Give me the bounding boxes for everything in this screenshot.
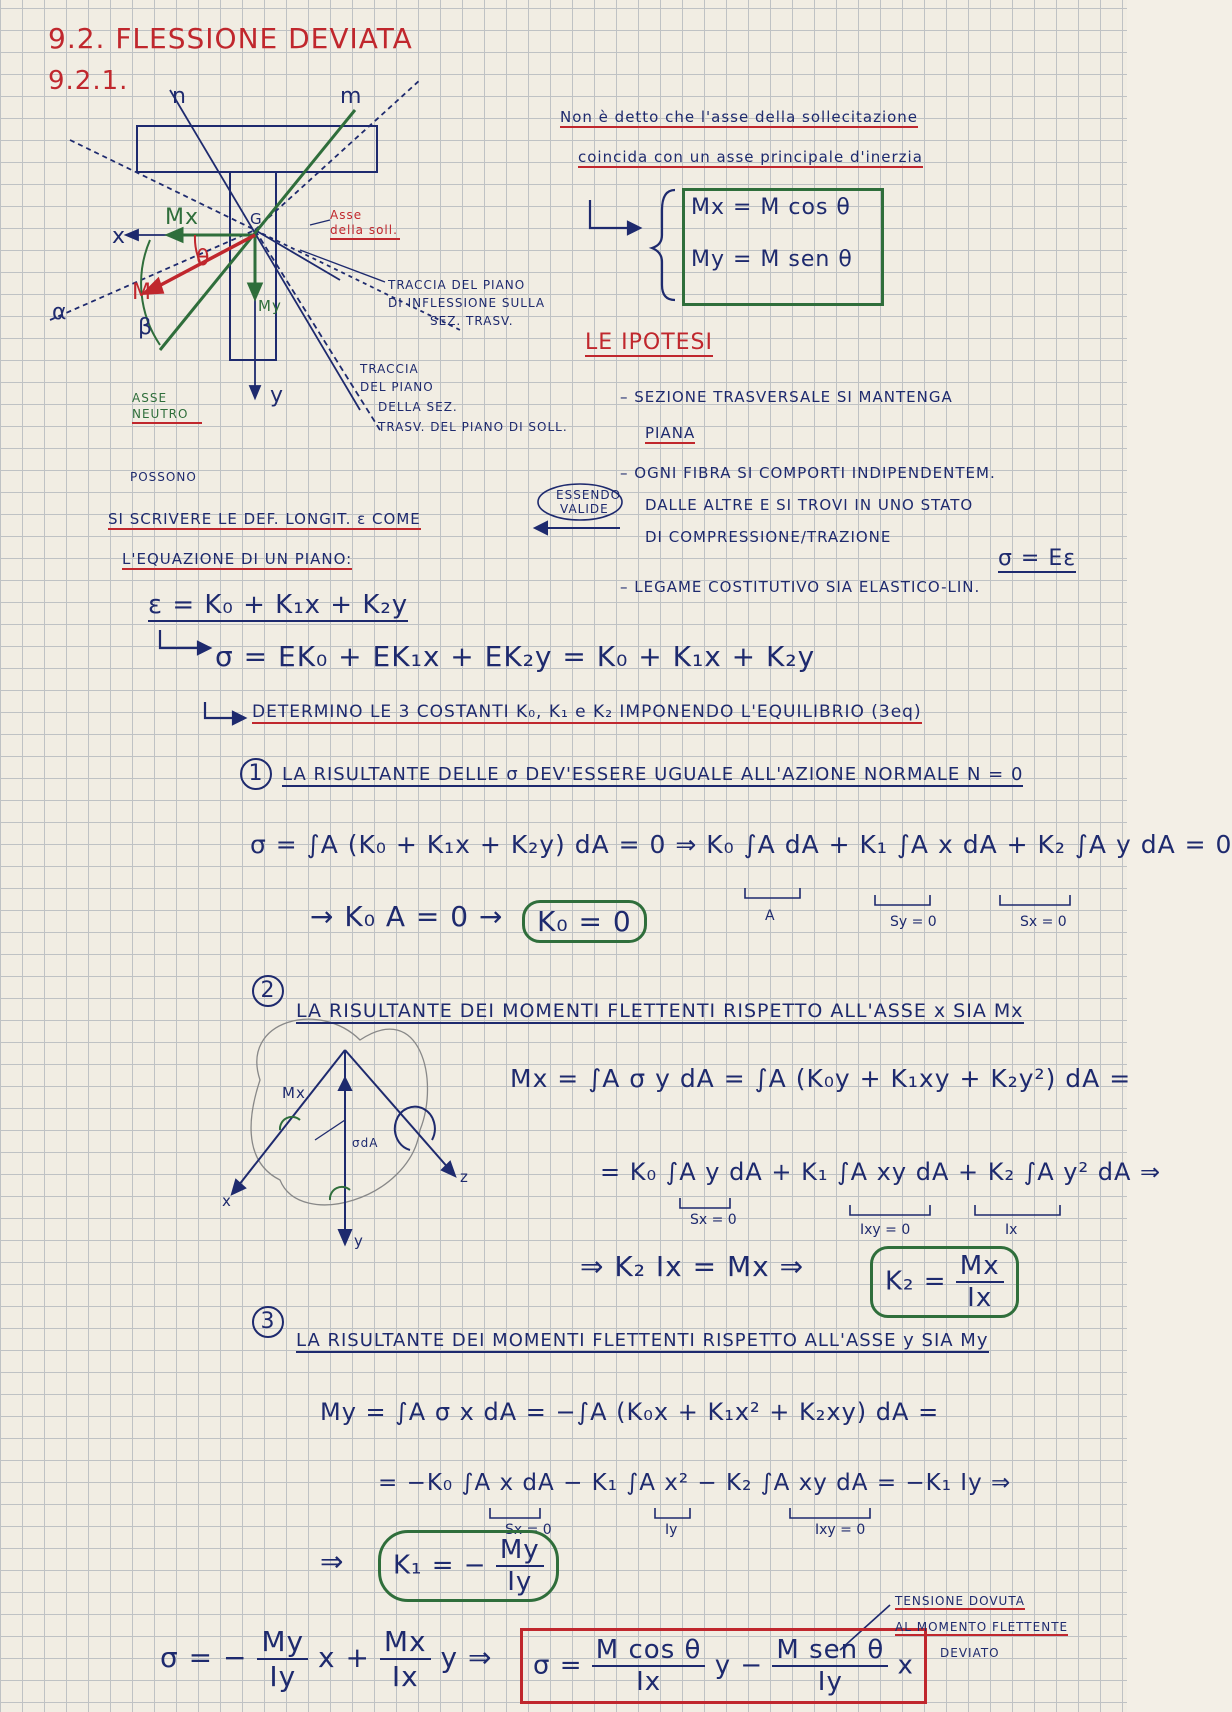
step3-eq1: My = ∫A σ x dA = −∫A (K₀x + K₁x² + K₂xy) dA = [320,1398,940,1426]
fig-sigma-dA: σdA [352,1136,379,1150]
step1-number: 1 [240,758,272,790]
ipotesi-1a: – SEZIONE TRASVERSALE SI MANTENGA [620,388,953,406]
fig-Mx: Mx [282,1084,306,1102]
intro-line-1: Non è detto che l'asse della sollecitazione [560,108,919,126]
k2-lhs: K₂ = [885,1266,947,1297]
step1-title: LA RISULTANTE DELLE σ DEV'ESSERE UGUALE ALL'AZIONE NORMALE N = 0 [282,764,1024,785]
asse-sollecitazione-label: Asse della soll. [330,208,400,240]
ipotesi-2c: DI COMPRESSIONE/TRAZIONE [645,528,892,546]
ipotesi-1b: PIANA [645,424,696,442]
final-mid1: x + [318,1641,370,1674]
section-title: 9.2. FLESSIONE DEVIATA [48,22,413,55]
final-b1-num: M cos θ [592,1635,706,1667]
label-Mx: Mx [165,205,200,230]
step3-under-Ixy: Ixy = 0 [815,1522,866,1538]
step1-under-Sy: Sy = 0 [890,914,937,930]
valide-2: VALIDE [560,502,609,516]
step1-under-Sx: Sx = 0 [1020,914,1067,930]
subsection-number: 9.2.1. [48,66,129,96]
k1-result [378,1530,559,1602]
possono: POSSONO [130,470,197,484]
final-mid2: y ⇒ [440,1641,493,1674]
traccia-soll-3: DELLA SEZ. [378,400,458,414]
step3-under-Iy: Iy [665,1522,678,1538]
traccia-soll-4: TRASV. DEL PIANO DI SOLL. [378,420,568,434]
label-G: G [250,210,263,228]
epsilon-equation: ε = K₀ + K₁x + K₂y [148,590,409,620]
label-alpha: α [52,300,68,325]
step2-under-Ixy: Ixy = 0 [860,1222,911,1238]
traccia-soll-2: DEL PIANO [360,380,434,394]
final-f2-num: Mx [380,1625,431,1660]
t-section-outline [137,126,377,360]
final-box-lhs: σ = [533,1650,583,1681]
step2-under-Ix: Ix [1005,1222,1018,1238]
final-b2-num: M sen θ [772,1635,888,1667]
final-expanded [160,1625,492,1693]
system-brace [652,190,675,300]
final-b1-den: Ix [636,1667,662,1697]
k2-num: Mx [956,1251,1004,1283]
step2-under-Sx: Sx = 0 [690,1212,737,1228]
intro-line-2: coincida con un asse principale d'inerzia [578,148,923,166]
step2-title: LA RISULTANTE DEI MOMENTI FLETTENTI RISPETTO ALL'ASSE x SIA Mx [296,1000,1024,1022]
final-box-mid: y − [714,1650,764,1681]
step2-number: 2 [252,975,284,1007]
my-eq: My = M sen θ [691,247,853,272]
step3-res-pre: ⇒ [320,1545,345,1578]
step2-eq3: ⇒ K₂ Ix = Mx ⇒ [580,1250,805,1283]
ipotesi-3: – LEGAME COSTITUTIVO SIA ELASTICO-LIN. [620,578,981,596]
ipotesi-2a: – OGNI FIBRA SI COMPORTI INDIPENDENTEM. [620,464,996,482]
traccia-inflessione-3: SEZ. TRASV. [430,314,514,328]
traccia-inflessione-1: TRACCIA DEL PIANO [388,278,526,292]
traccia-soll-1: TRACCIA [360,362,419,376]
mx-eq: Mx = M cos θ [691,195,851,220]
final-f2-den: Ix [391,1660,419,1693]
def-line-3: L'EQUAZIONE DI UN PIANO: [122,550,353,568]
traccia-inflessione-2: DI INFLESSIONE SULLA [388,296,546,310]
fig-x: x [222,1192,232,1210]
step3-number: 3 [252,1306,284,1338]
sigma-equation: σ = EK₀ + EK₁x + EK₂y = K₀ + K₁x + K₂y [215,640,816,673]
k2-den: Ix [967,1283,993,1313]
step2-eq1: Mx = ∫A σ y dA = ∫A (K₀y + K₁xy + K₂y²) dA = [510,1064,1132,1093]
final-lhs: σ = − [160,1641,248,1674]
step3-eq2: = −K₀ ∫A x dA − K₁ ∫A x² − K₂ ∫A xy dA = −K₁ Iy ⇒ [378,1470,1012,1496]
label-n: n [172,84,187,109]
step1-equation: σ = ∫A (K₀ + K₁x + K₂y) dA = 0 ⇒ K₀ ∫A dA + K₁ ∫A x dA + K₂ ∫A y dA = 0 [250,830,1232,859]
k1-num: My [496,1535,544,1567]
final-b2-den: Iy [817,1667,843,1697]
hooke-law: σ = Eε [998,546,1077,571]
mx-sketch [232,1019,455,1244]
def-line-2: SI SCRIVERE LE DEF. LONGIT. ε COME [108,510,421,528]
step3-under-Sx: Sx = 0 [505,1522,552,1538]
mx-my-system-box [682,188,884,306]
ipotesi-2b: DALLE ALTRE E SI TROVI IN UNO STATO [645,496,974,514]
final-f1-den: Iy [269,1660,297,1693]
final-f1-num: My [257,1625,308,1660]
k2-result [870,1246,1019,1318]
label-y: y [270,383,285,408]
k1-den: Iy [507,1567,533,1597]
label-theta: θ [196,246,211,271]
step1-result-pre: → K₀ A = 0 → [310,900,504,933]
note-line-1: TENSIONE DOVUTA [895,1594,1025,1608]
valide-1: ESSENDO [556,488,622,502]
note-line-3: DEVIATO [940,1646,1000,1660]
k0-result: K₀ = 0 [522,900,647,943]
fig-z: z [460,1168,469,1186]
ipotesi-title: LE IPOTESI [585,330,714,355]
label-m: m [340,84,363,109]
step2-eq2: = K₀ ∫A y dA + K₁ ∫A xy dA + K₂ ∫A y² dA ⇒ [600,1158,1162,1186]
note-line-2: AL MOMENTO FLETTENTE [895,1620,1069,1634]
step3-title: LA RISULTANTE DEI MOMENTI FLETTENTI RISPETTO ALL'ASSE y SIA My [296,1330,989,1351]
final-result-box [520,1628,927,1704]
final-box-end: x [897,1650,914,1681]
label-M: M [132,280,152,305]
asse-neutro-label: ASSE NEUTRO [132,390,202,424]
k1-lhs: K₁ = − [393,1550,487,1581]
determino-costanti: DETERMINO LE 3 COSTANTI K₀, K₁ e K₂ IMPONENDO L'EQUILIBRIO (3eq) [252,702,922,722]
label-My: My [258,297,282,315]
label-x: x [112,224,127,249]
step1-under-A: A [765,908,775,924]
fig-y: y [354,1232,364,1250]
label-beta: β [138,315,154,340]
